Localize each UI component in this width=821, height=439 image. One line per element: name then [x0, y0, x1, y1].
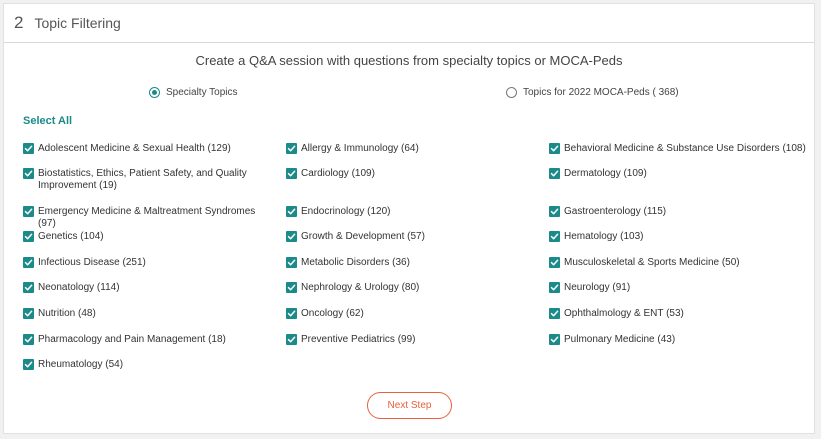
topic-label: Behavioral Medicine & Substance Use Disorders (108): [564, 143, 806, 154]
topic-label: Pharmacology and Pain Management (18): [38, 334, 226, 345]
checkbox-checked-icon: [23, 206, 34, 217]
topic-checkbox-item[interactable]: [286, 206, 526, 218]
checkbox-checked-icon: [286, 231, 297, 242]
checkbox-checked-icon: [23, 359, 34, 370]
topic-checkbox-item[interactable]: [549, 257, 811, 269]
checkbox-checked-icon: [286, 206, 297, 217]
next-step-button[interactable]: Next Step: [367, 392, 452, 419]
topic-label: Neonatology (114): [38, 282, 120, 293]
checkbox-checked-icon: [286, 257, 297, 268]
topic-label: Hematology (103): [564, 231, 644, 242]
checkbox-checked-icon: [286, 334, 297, 345]
topic-checkbox-item[interactable]: [23, 282, 263, 294]
topic-label: Gastroenterology (115): [564, 206, 667, 217]
topic-label: Musculoskeletal & Sports Medicine (50): [564, 257, 740, 268]
topic-label: Nutrition (48): [38, 308, 96, 319]
topic-label: Ophthalmology & ENT (53): [564, 308, 684, 319]
topic-checkbox-item[interactable]: [286, 257, 526, 269]
topic-checkbox-item[interactable]: [23, 308, 263, 320]
topic-label: Biostatistics, Ethics, Patient Safety, and Quality Improvement (19): [38, 168, 247, 191]
topic-checkbox-item[interactable]: [549, 143, 811, 155]
topic-label: Cardiology (109): [301, 168, 375, 179]
topic-checkbox-item[interactable]: [23, 334, 263, 346]
topic-checkbox-item[interactable]: [549, 206, 811, 218]
moca-peds-topics-label: Topics for 2022 MOCA-Peds ( 368): [523, 87, 679, 98]
checkbox-checked-icon: [286, 308, 297, 319]
specialty-topics-radio[interactable]: [149, 87, 238, 98]
checkbox-checked-icon: [549, 206, 560, 217]
topic-label: Oncology (62): [301, 308, 364, 319]
checkbox-checked-icon: [549, 334, 560, 345]
topic-checkbox-item[interactable]: [286, 334, 526, 346]
topic-checkbox-item[interactable]: [23, 206, 263, 230]
topic-label: Pulmonary Medicine (43): [564, 334, 676, 345]
topic-label: Infectious Disease (251): [38, 257, 146, 268]
topic-checkbox-item[interactable]: [23, 168, 263, 192]
topic-checkbox-item[interactable]: [286, 143, 526, 155]
topic-checkbox-item[interactable]: [286, 308, 526, 320]
checkbox-checked-icon: [286, 168, 297, 179]
topic-checkbox-item[interactable]: [549, 334, 811, 346]
topic-label: Genetics (104): [38, 231, 104, 242]
checkbox-checked-icon: [549, 143, 560, 154]
instructions-text: Create a Q&A session with questions from specialty topics or MOCA-Peds: [195, 53, 623, 68]
checkbox-checked-icon: [549, 231, 560, 242]
topic-label: Endocrinology (120): [301, 206, 391, 217]
specialty-topics-label: Specialty Topics: [166, 87, 238, 98]
topic-label: Adolescent Medicine & Sexual Health (129): [38, 143, 231, 154]
topic-label: Emergency Medicine & Maltreatment Syndromes (97): [38, 206, 256, 229]
topic-label: Dermatology (109): [564, 168, 647, 179]
topic-checkbox-item[interactable]: [23, 143, 263, 155]
moca-peds-topics-radio[interactable]: [506, 87, 679, 98]
topic-checkbox-item[interactable]: [23, 359, 263, 371]
topic-checkbox-item[interactable]: [549, 282, 811, 294]
select-all-link[interactable]: Select All: [23, 115, 73, 127]
topic-checkbox-item[interactable]: [286, 168, 526, 180]
checkbox-checked-icon: [23, 168, 34, 179]
topic-checkbox-item[interactable]: [23, 257, 263, 269]
checkbox-checked-icon: [549, 308, 560, 319]
checkbox-checked-icon: [549, 168, 560, 179]
checkbox-checked-icon: [286, 282, 297, 293]
topic-label: Metabolic Disorders (36): [301, 257, 410, 268]
topic-label: Allergy & Immunology (64): [301, 143, 419, 154]
checkbox-checked-icon: [549, 282, 560, 293]
topic-checkbox-item[interactable]: [549, 231, 811, 243]
topic-checkbox-item[interactable]: [549, 168, 811, 180]
step-number: 2: [14, 13, 24, 32]
checkbox-checked-icon: [549, 257, 560, 268]
topic-label: Rheumatology (54): [38, 359, 124, 370]
topic-checkbox-item[interactable]: [286, 231, 526, 243]
topic-checkbox-item[interactable]: [286, 282, 526, 294]
topic-checkbox-item[interactable]: [23, 231, 263, 243]
checkbox-checked-icon: [23, 257, 34, 268]
topic-filtering-panel: [3, 3, 815, 434]
radio-unselected-icon: [506, 87, 517, 98]
checkbox-checked-icon: [23, 231, 34, 242]
checkbox-checked-icon: [23, 334, 34, 345]
topic-label: Neurology (91): [564, 282, 631, 293]
panel-header: [4, 4, 814, 43]
checkbox-checked-icon: [23, 282, 34, 293]
checkbox-checked-icon: [23, 143, 34, 154]
topic-label: Preventive Pediatrics (99): [301, 334, 416, 345]
topic-checkbox-item[interactable]: [549, 308, 811, 320]
radio-selected-icon: [149, 87, 160, 98]
checkbox-checked-icon: [286, 143, 297, 154]
topic-label: Growth & Development (57): [301, 231, 425, 242]
topic-label: Nephrology & Urology (80): [301, 282, 420, 293]
checkbox-checked-icon: [23, 308, 34, 319]
page-title: Topic Filtering: [34, 15, 121, 31]
